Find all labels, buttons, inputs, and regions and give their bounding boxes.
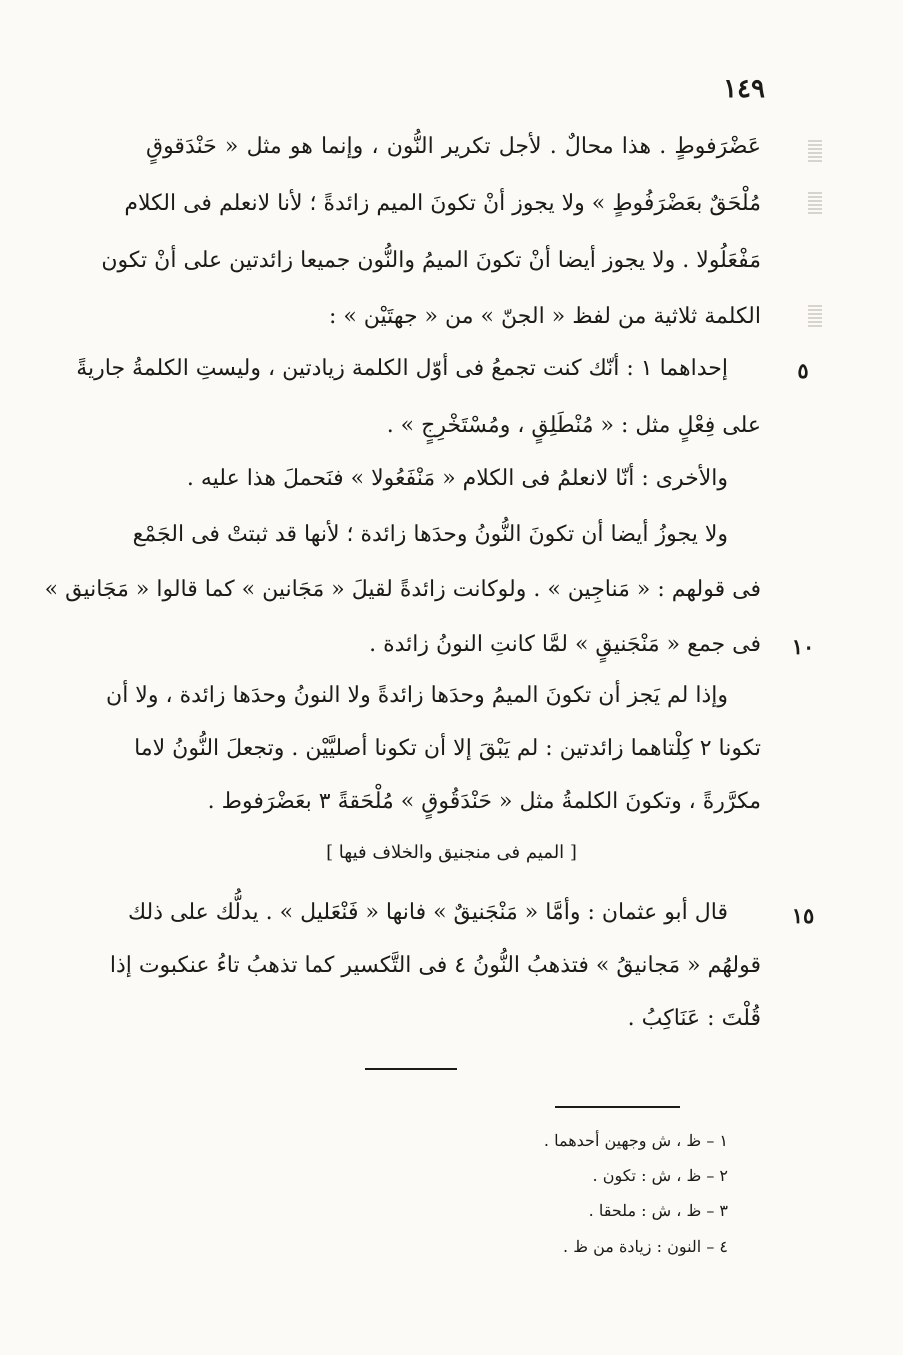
section-heading: [ الميم فى منجنيق والخلاف فيها ] <box>326 842 577 863</box>
line-number: ١٥ <box>791 903 815 928</box>
footnote: ١ – ظ ، ش وجهين أحدهما . <box>543 1131 728 1150</box>
page-number: ١٤٩ <box>723 74 765 104</box>
text-line: قُلْتَ : عَنَاكِبُ . <box>627 1006 761 1031</box>
text-line: مكرَّرةً ، وتكونَ الكلمةُ مثل « حَنْدَقُوقٍ » مُلْحَقةً ٣ بعَضْرَفوط . <box>207 789 761 814</box>
line-number: ٥ <box>797 358 809 383</box>
text-line: عَضْرَفوطٍ . هذا محالٌ . لأجل تكرير النُّون ، وإنما هو مثل « حَنْدَقوقٍ <box>146 134 761 159</box>
text-line: فى قولهم : « مَناجِين » . ولوكانت زائدةً لقيلَ « مَجَانين » كما قالوا « مَجَانيق » <box>44 577 761 602</box>
text-line: مُلْحَقٌ بعَضْرَفُوطٍ » ولا يجوز أنْ تكونَ الميم زائدةً ؛ لأنا لانعلم فى الكلام <box>124 191 761 216</box>
text-line: وإذا لم يَجز أن تكونَ الميمُ وحدَها زائدةً ولا النونُ وحدَها زائدة ، ولا أن <box>106 683 728 708</box>
margin-mark <box>808 305 822 327</box>
footnote: ٣ – ظ ، ش : ملحقا . <box>588 1201 728 1220</box>
text-line: إحداهما ١ : أنّك كنت تجمعُ فى أوّل الكلمة زيادتين ، وليستِ الكلمةُ جاريةً <box>76 356 728 381</box>
text-line: فى جمع « مَنْجَنيقٍ » لمَّا كانتِ النونُ زائدة . <box>369 632 761 657</box>
footnote: ٢ – ظ ، ش : تكون . <box>592 1166 728 1185</box>
end-rule <box>365 1068 457 1070</box>
line-number: ١٠ <box>791 634 815 659</box>
text-line: الكلمة ثلاثية من لفظ « الجنّ » من « جهتَيْن » : <box>328 304 761 329</box>
text-line: والأخرى : أنّا لانعلمُ فى الكلام « مَنْفَعُولا » فنَحملَ هذا عليه . <box>186 466 728 491</box>
footnote-separator <box>555 1106 680 1108</box>
text-line: تكونا ٢ كِلْتاهما زائدتين : لم يَبْقَ إلا أن تكونا أصليَّيْن . وتجعلَ النُّونُ لاما <box>134 736 761 761</box>
text-line: على فِعْلٍ مثل : « مُنْطَلِقٍ ، ومُسْتَخْرِجٍ » . <box>386 413 761 438</box>
text-line: ولا يجوزُ أيضا أن تكونَ النُّونُ وحدَها زائدة ؛ لأنها قد ثبتتْ فى الجَمْع <box>132 522 728 547</box>
text-line: قال أبو عثمان : وأمَّا « مَنْجَنيقٌ » فانها « فَنْعَليل » . يدلُّك على ذلك <box>127 900 728 925</box>
margin-mark <box>808 192 822 214</box>
text-line: قولهُم « مَجانيقُ » فتذهبُ النُّونُ ٤ فى التَّكسير كما تذهبُ تاءُ عنكبوت إذا <box>109 953 761 978</box>
text-line: مَفْعَلُولا . ولا يجوز أيضا أنْ تكونَ الميمُ والنُّون جميعا زائدتين على أنْ تكون <box>101 248 761 273</box>
margin-mark <box>808 140 822 162</box>
footnote: ٤ – النون : زيادة من ظ . <box>563 1237 728 1256</box>
